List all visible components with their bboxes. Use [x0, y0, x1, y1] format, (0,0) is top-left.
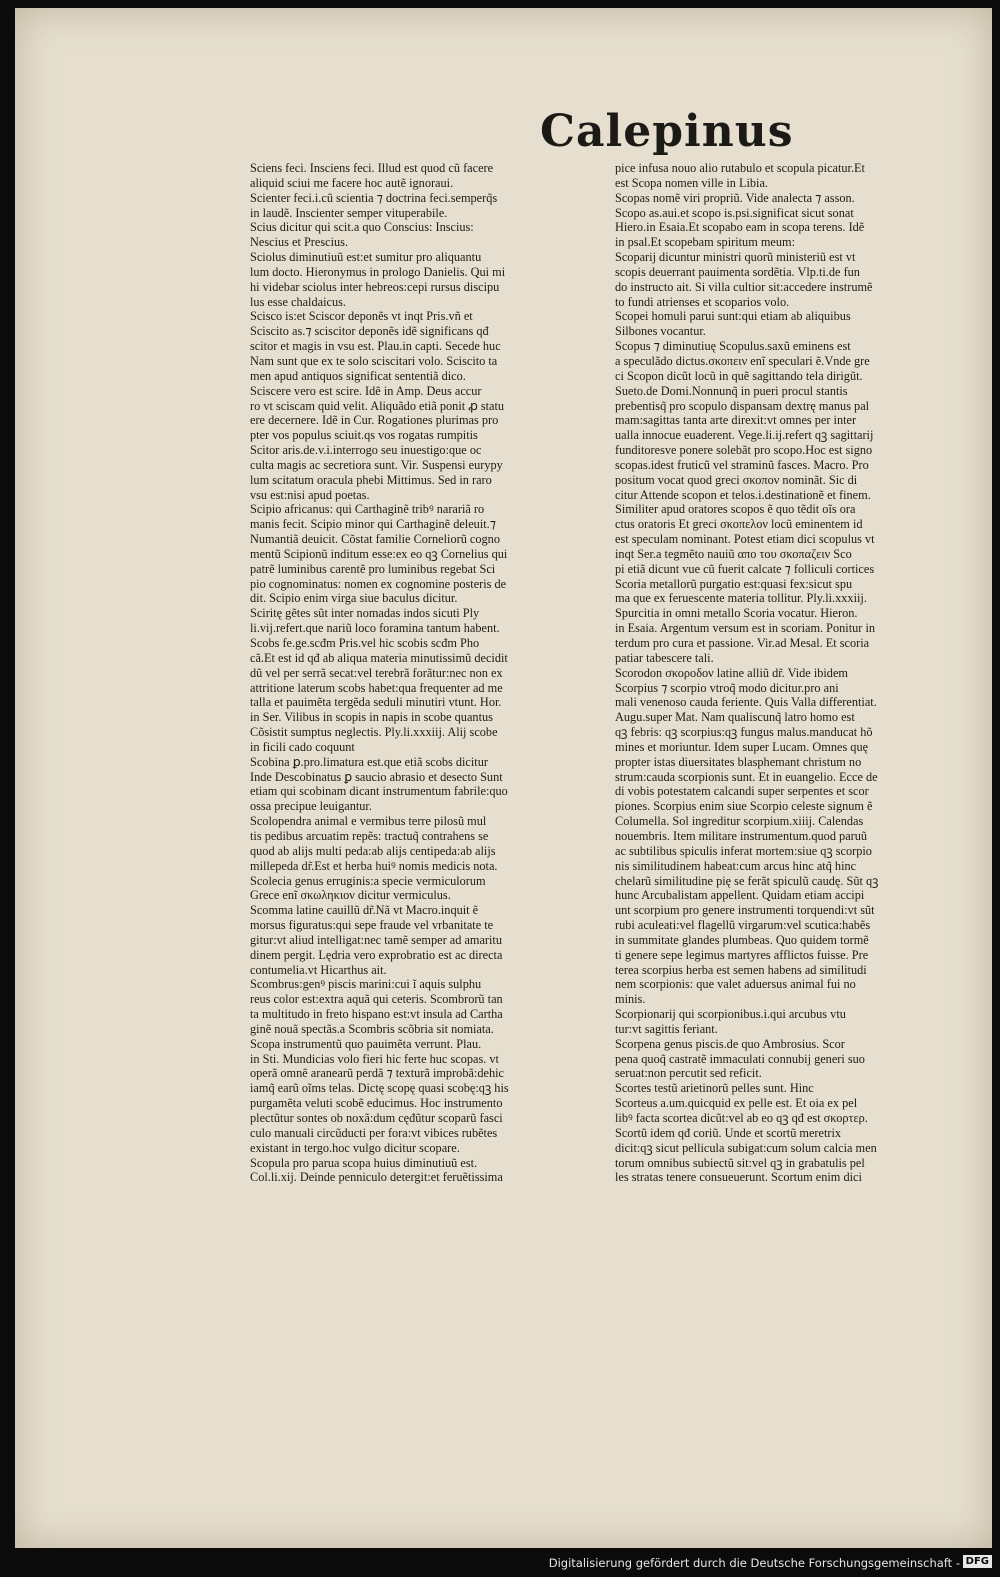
text-line: Scorodon σκοροδον latine alliũ dr̃. Vide ibidem: [615, 665, 848, 680]
text-line: seruat:non percutit sed reficit.: [615, 1066, 762, 1081]
text-line: Columella. Sol ingreditur scorpium.xiiij. Calendas: [615, 814, 864, 829]
text-line: etiam qui scobinam dicant instrumentum fabrile:quo: [250, 784, 508, 799]
text-line: patrẽ luminibus carentẽ pro luminibus regebat Sci: [250, 561, 496, 576]
text-line: di vobis potestatem calcandi super serpentes et scor: [615, 784, 869, 799]
text-line: lum scitatum oracula phebi Mittimus. Sed in raro: [250, 472, 492, 487]
text-line: ro vt sciscam quid velit. Aliquãdo etiã ponit ꝓ statu: [250, 398, 505, 413]
text-line: lus esse chaldaicus.: [250, 294, 346, 309]
text-line: inqt Ser.a tegmẽto nauiũ απο του σκοπαζειν Sco: [615, 546, 852, 561]
text-line: ta multitudo in freto hispano est:vt insula ad Cartha: [250, 1007, 503, 1022]
text-line: pena quoq̃ castratẽ immaculati connubij generi suo: [615, 1051, 865, 1066]
text-line: rubi aculeati:vel flagellũ virgarum:vel scutica:habẽs: [615, 918, 871, 933]
text-line: Scopei homuli parui sunt:qui etiam ab aliquibus: [615, 309, 851, 324]
text-line: a speculãdo dictus.σκοπειν enĩ speculari ẽ.Vnde gre: [615, 353, 870, 368]
text-line: mentũ Scipionũ inditum esse:ex eo qꝫ Cornelius qui: [250, 546, 508, 561]
footer-bar: [0, 1548, 1000, 1577]
text-line: Scorpionarij qui scorpionibus.i.qui arcubus vtu: [615, 1007, 846, 1022]
text-line: aliquid sciui me facere hoc autẽ ignoraui.: [250, 175, 454, 190]
text-line: ualla innocue euaderent. Vege.li.ij.refert qꝫ sagittarij: [615, 428, 874, 443]
text-line: in psal.Et scopebam spiritum meum:: [615, 235, 795, 250]
text-line: Scorpena genus piscis.de quo Ambrosius. Scor: [615, 1036, 845, 1051]
text-line: Nam sunt que ex te solo sciscitari volo. Sciscito ta: [250, 353, 498, 368]
scanned-page: [15, 8, 992, 1548]
text-line: patiar tabescere tali.: [615, 650, 714, 665]
text-line: nouembris. Item militare instrumentum.quod paruũ: [615, 828, 868, 843]
text-line: hunc Arcubalistam appellent. Quidam etiam accipi: [615, 888, 865, 903]
text-line: Cõsistit sumptus neglectis. Ply.li.xxxiij. Alij scobe: [250, 725, 498, 740]
text-line: Scolopendra animal e vermibus terre pilosũ mul: [250, 814, 487, 829]
text-line: Scorpius ⁊ scorpio vtroq̃ modo dicitur.pro ani: [615, 680, 839, 695]
text-line: in Esaia. Argentum versum est in scoriam. Ponitur in: [615, 621, 876, 636]
text-line: Col.li.xij. Deinde penniculo detergit:et feruẽtissima: [250, 1170, 503, 1185]
text-line: est Scopa nomen ville in Libia.: [615, 175, 768, 190]
text-line: lum docto. Hieronymus in prologo Danielis. Qui mi: [250, 264, 506, 279]
text-line: purgamẽta veluti scobẽ educimus. Hoc instrumento: [250, 1096, 503, 1111]
text-line: in Ser. Vilibus in scopis in napis in scobe quantus: [250, 710, 493, 725]
text-line: Scipio africanus: qui Carthaginẽ tribꝰ narariã ro: [250, 502, 485, 517]
text-line: contumelia.vt Hicarthus ait.: [250, 962, 387, 977]
text-line: Scopa instrumentũ quo pauimẽta verrunt. Plau.: [250, 1036, 482, 1051]
text-line: Scienter feci.i.cũ scientia ⁊ doctrina feci.semperq̃s: [250, 190, 498, 205]
text-line: Silbones vocantur.: [615, 324, 706, 339]
right-column: [615, 161, 975, 1185]
text-line: Scolecia genus erruginis:a specie vermiculorum: [250, 873, 486, 888]
text-line: Sciscito as.⁊ sciscitor deponẽs idẽ significans qđ: [250, 324, 489, 339]
text-line: dicit:qꝫ sicut pellicula subigat:cum solum calcia men: [615, 1140, 877, 1155]
text-line: reus color est:extra aquã qui ceteris. Scombrorũ tan: [250, 992, 503, 1007]
text-line: Scopo as.aui.et scopo is.psi.significat sicut sonat: [615, 205, 854, 220]
text-line: est speculam nominant. Potest etiam dici scopulus vt: [615, 532, 875, 547]
text-line: iamq̃ earũ oĩms telas. Dictę scopę quasi scobę:qꝫ his: [250, 1081, 509, 1096]
text-line: prebentisq̃ pro scopulo dispansam dextrę manus pal: [615, 398, 870, 413]
text-line: gitur:vt aliud intelligat:nec tamẽ semper ad amaritu: [250, 932, 503, 947]
left-column: [250, 161, 610, 1185]
text-line: in summitate glandes plumbeas. Quo quidem tormẽ: [615, 932, 869, 947]
text-line: Sciritę gẽtes sũt inter nomadas indos sicuti Ply: [250, 606, 480, 621]
text-line: libꝰ facta scortea dicũt:vel ab eo qꝫ qđ est σκορτερ.: [615, 1111, 868, 1125]
text-line: qꝫ febris: qꝫ scorpius:qꝫ fungus malus.manducat hõ: [615, 725, 873, 740]
text-line: Inde Descobinatus ꝑ saucio abrasio et desecto Sunt: [250, 769, 503, 784]
page-header: [15, 106, 992, 166]
text-line: dit. Scipio enim virga siue baculus dicitur.: [250, 591, 458, 606]
running-title: Calepinus: [540, 106, 794, 157]
text-line: chelarũ similitudine pię se ferãt spiculũ caudę. Sũt qꝫ: [615, 873, 879, 888]
text-line: Sciolus diminutiuũ est:et sumitur pro aliquantu: [250, 250, 482, 265]
text-line: torum omnibus subiectũ sit:vel qꝫ in grabatulis pel: [615, 1155, 865, 1170]
text-line: les stratas tenere consueuerunt. Scortum enim dici: [615, 1170, 862, 1185]
text-line: ossa precipue leuigantur.: [250, 799, 372, 814]
dfg-logo: DFG: [963, 1555, 992, 1568]
text-line: dinem pergit. Lędria vero exprobratio est ac directa: [250, 947, 503, 962]
text-line: strum:cauda scorpionis sunt. Et in euangelio. Ecce de: [615, 769, 878, 784]
text-line: tur:vt sagittis feriant.: [615, 1021, 718, 1036]
text-line: tis pedibus arcuatim repẽs: tractuq̃ contrahens se: [250, 828, 489, 843]
text-line: Scortes testũ arietinorũ pelles sunt. Hinc: [615, 1081, 814, 1096]
text-line: citur Attende scopon et telos.i.destinationẽ et finem.: [615, 487, 871, 502]
text-line: Scortũ idem qđ coriũ. Unde et scortũ meretrix: [615, 1125, 842, 1140]
text-line: terdum pro cura et passione. Vir.ad Mesal. Et scoria: [615, 636, 870, 650]
text-line: ctus oratoris Et greci σκοπελον locũ eminentem id: [615, 517, 863, 532]
text-line: unt scorpium pro genere instrumenti torquendi:vt sũt: [615, 903, 875, 918]
text-line: Scitor aris.de.v.i.interrogo seu inuestigo:que oc: [250, 443, 482, 458]
text-line: nis similitudinem habeat:cum arcus hinc atq̃ hinc: [615, 858, 857, 873]
text-line: scopis deuerrant pauimenta sordẽtia. Vlp.ti.de fun: [615, 264, 860, 279]
text-line: Nescius et Prescius.: [250, 235, 349, 250]
text-line: Scopus ⁊ diminutiuę Scopulus.saxũ eminens est: [615, 339, 851, 354]
text-line: culta magis ac secretiora sunt. Vir. Suspensi eurypy: [250, 457, 503, 472]
text-line: men apud antiquos significat sententiã dico.: [250, 368, 466, 383]
text-line: nem scorpionis: que valet aduersus animal fui no: [615, 977, 856, 992]
text-line: Scoparij dicuntur ministri quorũ ministeriũ est vt: [615, 250, 856, 265]
text-line: Scopas nomẽ viri propriũ. Vide analecta ⁊ asson.: [615, 190, 855, 205]
text-line: terea scorpius herba est semen habens ad similitudi: [615, 962, 867, 977]
text-line: operã omnẽ aranearũ perdã ⁊ texturã improbã:dehic: [250, 1066, 504, 1081]
text-line: in Sti. Mundicias volo fieri hic ferte huc scopas. vt: [250, 1051, 499, 1066]
text-line: millepeda dr̃.Est et herba huiꝰ nomis medicis nota.: [250, 858, 498, 873]
text-line: mines et moriuntur. Idem super Lucam. Omnes quę: [615, 739, 869, 754]
text-line: scitor et magis in vsu est. Plau.in capti. Secede huc: [250, 339, 501, 354]
text-line: do instructo ait. Si villa cultior sit:accedere instrumẽ: [615, 279, 873, 294]
text-line: Spurcitia in omni metallo Scoria vocatur. Hieron.: [615, 606, 858, 621]
text-line: hi videbar sciolus inter hebreos:cepi rursus discipu: [250, 279, 500, 294]
text-line: Scius dicitur qui scit.a quo Conscius: Inscius:: [250, 220, 474, 235]
text-line: Augu.super Mat. Nam qualiscunq̃ latro homo est: [615, 710, 855, 725]
text-line: Similiter apud oratores scopos ẽ quo tẽdit oĩs ora: [615, 502, 856, 517]
text-line: quod ab alijs multi peda:ab alijs centipeda:ab alijs: [250, 843, 496, 858]
text-line: pio cognominatus: nomen ex cognomine posteris de: [250, 576, 507, 591]
text-line: to fundi atrienses et scoparios volo.: [615, 294, 790, 309]
text-line: ti genere sepe legimus martyres afflictos fuisse. Pre: [615, 947, 869, 962]
text-line: ac subtilibus spiculis inferat mortem:siue qꝫ scorpio: [615, 843, 872, 858]
text-line: ginẽ nouã spectãs.a Scombris scõbria sit nomiata.: [250, 1021, 494, 1036]
text-line: Scomma latine cauillũ dr̃.Nã vt Macro.inquit ẽ: [250, 903, 479, 918]
text-line: dũ vel per serrã secat:vel terebrã forãtur:nec non ex: [250, 665, 503, 680]
text-line: piones. Scorpius enim siue Scorpio celeste signum ẽ: [615, 799, 873, 814]
text-line: li.vij.refert.que nariũ loco foramina tantum habent.: [250, 621, 500, 636]
text-line: mali venenoso cauda feriente. Quis Valla differentiat.: [615, 695, 877, 710]
text-line: Scorteus a.um.quicquid ex pelle est. Et oia ex pel: [615, 1096, 858, 1111]
text-line: in laudẽ. Inscienter semper vituperabile.: [250, 205, 448, 220]
text-line: Scombrus:genꝰ piscis marini:cui ĩ aquis sulphu: [250, 977, 482, 992]
text-line: pter vos populus sciuit.qs vos rogatas rumpitis: [250, 428, 478, 443]
text-line: scopas.idest fruticũ vel straminũ fasces. Macro. Pro: [615, 457, 869, 472]
text-line: pice infusa nouo alio rutabulo et scopula picatur.Et: [615, 161, 865, 175]
text-line: mam:sagittas tanta arte direxit:vt omnes per inter: [615, 413, 857, 428]
text-line: Grece enĩ σκωληκιον dicitur vermiculus.: [250, 888, 451, 903]
text-line: funditoresve ponere solebãt pro scopo.Hoc est signo: [615, 443, 873, 458]
text-line: ere decernere. Idẽ in Cur. Rogationes plurimas pro: [250, 413, 499, 428]
text-line: Sciscere vero est scire. Idẽ in Amp. Deus accur: [250, 383, 482, 398]
text-line: morsus figuratus:qui sepe fraude vel vrbanitate te: [250, 918, 494, 933]
text-line: ma que ex feruescente materia tollitur. Ply.li.xxxiij.: [615, 591, 867, 606]
text-line: pi etiã dicunt vue cũ fuerit calcate ⁊ folliculi cortices: [615, 561, 875, 576]
text-line: minis.: [615, 992, 646, 1007]
text-line: cã.Et est id qđ ab aliqua materia minutissimũ decidit: [250, 650, 508, 665]
text-line: Hiero.in Esaia.Et scopabo eam in scopa terens. Idẽ: [615, 220, 865, 235]
text-line: culo manuali circũducti per fora:vt vibices rubẽtes: [250, 1125, 498, 1140]
text-line: Numantiã deuicit. Cõstat familie Corneliorũ cogno: [250, 532, 500, 547]
text-line: plectũtur sontes ob noxã:dum cęđũtur scoparũ fasci: [250, 1111, 503, 1125]
text-line: vsu est:nisi apud poetas.: [250, 487, 370, 502]
text-line: Sueto.de Domi.Nonnunq̃ in pueri procul stantis: [615, 383, 848, 398]
text-line: ci Scopon dicũt locũ in quẽ sagittando tela dirigũt.: [615, 368, 863, 383]
text-line: in ficili cado coquunt: [250, 739, 355, 754]
text-line: Sciens feci. Insciens feci. Illud est quod cũ facere: [250, 161, 494, 175]
text-line: Scopula pro parua scopa huius diminutiuũ est.: [250, 1155, 478, 1170]
text-line: Scobina ꝑ.pro.limatura est.que etiã scobs dicitur: [250, 754, 488, 769]
text-line: Scisco is:et Sciscor deponẽs vt inqt Pris.vñ et: [250, 309, 473, 324]
text-line: propter istas diuersitates blasphemant christum no: [615, 754, 862, 769]
text-line: attritione laterum scobs habet:qua frequenter ad me: [250, 680, 503, 695]
text-line: talla et pauimẽta tergẽda seduli minutiri vtunt. Hor.: [250, 695, 502, 710]
text-line: Scoria metallorũ purgatio est:quasi fex:sicut spu: [615, 576, 853, 591]
text-line: positum vocat quod greci σκοπον nominãt. Sic di: [615, 472, 858, 487]
footer-credit: Digitalisierung gefördert durch die Deutsche Forschungsgemeinschaft -: [548, 1556, 960, 1570]
text-line: manis fecit. Scipio minor qui Carthaginẽ deleuit.⁊: [250, 517, 496, 532]
text-line: Scobs fe.ge.scđm Pris.vel hic scobis scđm Pho: [250, 636, 480, 650]
text-line: existant in tergo.hoc vulgo dicitur scopare.: [250, 1140, 460, 1155]
